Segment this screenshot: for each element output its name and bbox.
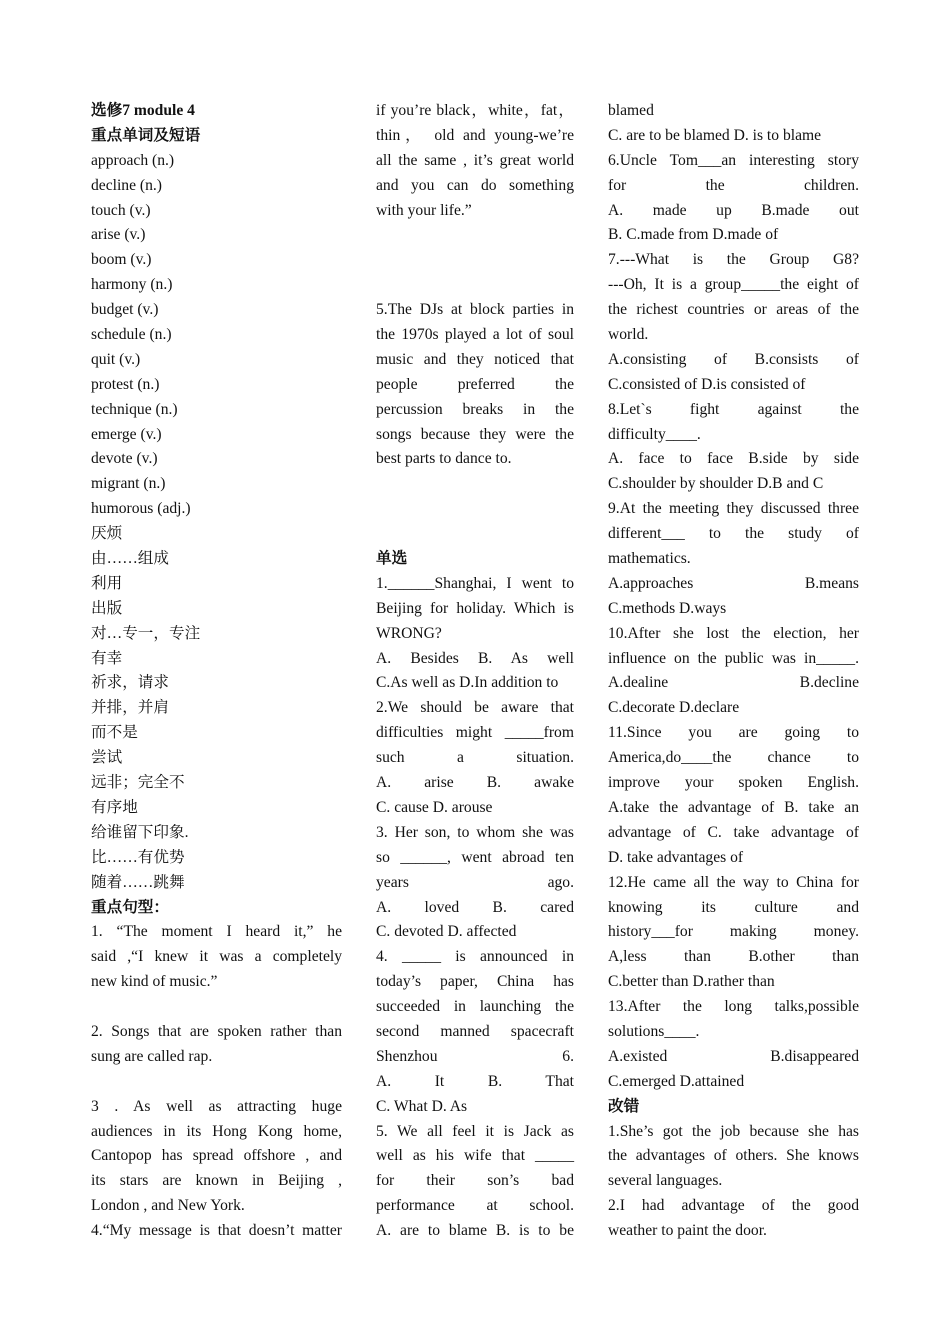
text-line: humorous (adj.) xyxy=(91,500,191,518)
text-line: 11.Since you are going to xyxy=(608,724,859,742)
text-line: 13.After the long talks,possible xyxy=(608,998,859,1016)
text-line: C.methods D.ways xyxy=(608,599,727,617)
text-line: harmony (n.) xyxy=(91,276,173,294)
text-line: quit (v.) xyxy=(91,350,141,368)
text-line: such a situation. xyxy=(376,749,574,767)
text-line: 5.The DJs at block parties in xyxy=(376,301,574,319)
text-line: Cantopop has spread offshore , and xyxy=(91,1147,342,1165)
question-5 xyxy=(376,1120,574,1244)
text-line: history___for making money. xyxy=(608,923,859,941)
text-line: 1.______Shanghai, I went to xyxy=(376,574,574,592)
text-line: C. What D. As xyxy=(376,1097,468,1115)
text-line: 祈求，请求 xyxy=(91,674,169,692)
sentence-4-continued xyxy=(376,99,574,223)
text-line: 5. We all feel it is Jack as xyxy=(376,1122,574,1140)
text-line: 随着……跳舞 xyxy=(91,873,185,891)
sentence-4 xyxy=(91,1219,342,1244)
text-line: knowing its culture and xyxy=(608,898,859,916)
sentence-2 xyxy=(91,1020,342,1070)
spacer xyxy=(376,522,574,547)
text-line: songs because they were the xyxy=(376,425,574,443)
text-line: A. It B. That xyxy=(376,1072,574,1090)
text-line: arise (v.) xyxy=(91,226,146,244)
text-line: world. xyxy=(608,326,649,344)
question-8 xyxy=(608,398,859,498)
text-line: Shenzhou 6. xyxy=(376,1047,574,1065)
text-line: schedule (n.) xyxy=(91,326,172,344)
spacer xyxy=(376,248,574,273)
question-1 xyxy=(376,572,574,696)
vocab-heading: 重点单词及短语 xyxy=(91,126,201,144)
question-3 xyxy=(376,821,574,945)
column-middle xyxy=(376,99,574,1244)
text-line: 12.He came all the way to China for xyxy=(608,873,859,891)
text-line: difficulty____. xyxy=(608,425,701,443)
question-13 xyxy=(608,995,859,1095)
text-line: today’s paper, China has xyxy=(376,973,574,991)
text-line: 由……组成 xyxy=(91,550,169,568)
text-line: 有幸 xyxy=(91,649,123,667)
text-line: 1.She’s got the job because she has xyxy=(608,1122,859,1140)
text-line: ---Oh, It is a group_____the eight of xyxy=(608,276,859,294)
text-line: 尝试 xyxy=(91,749,123,767)
text-line: years ago. xyxy=(376,873,574,891)
text-line: London , and New York. xyxy=(91,1197,245,1215)
question-9 xyxy=(608,497,859,621)
text-line: said ,“I knew it was a completely xyxy=(91,948,342,966)
text-line: second manned spacecraft xyxy=(376,1022,574,1040)
sentence-1 xyxy=(91,920,342,995)
text-line: 出版 xyxy=(91,599,123,617)
sentences-heading: 重点句型： xyxy=(91,898,169,916)
doc-title: 选修7 module 4 xyxy=(91,102,195,119)
question-10 xyxy=(608,622,859,722)
text-line: C.consisted of D.is consisted of xyxy=(608,375,806,393)
text-line: percussion breaks in the xyxy=(376,400,574,418)
text-line: succeeded in launching the xyxy=(376,998,574,1016)
text-line: sung are called rap. xyxy=(91,1047,213,1065)
text-line: A. Besides B. As well xyxy=(376,649,574,667)
sentence-3 xyxy=(91,1095,342,1219)
text-line: decline (n.) xyxy=(91,176,163,194)
text-line: A. loved B. cared xyxy=(376,898,574,916)
text-line: and you can do something xyxy=(376,176,574,194)
text-line: 给谁留下印象. xyxy=(91,823,189,841)
text-line: several languages. xyxy=(608,1172,723,1190)
column-right xyxy=(608,99,859,1244)
mc-heading: 单选 xyxy=(376,550,408,568)
error-1 xyxy=(608,1120,859,1195)
vocab-list xyxy=(91,149,342,896)
text-line: 2. Songs that are spoken rather than xyxy=(91,1022,342,1040)
text-line: the 1970s played a lot of soul xyxy=(376,326,574,344)
text-line: 有序地 xyxy=(91,798,138,816)
text-line: 10.After she lost the election, her xyxy=(608,624,859,642)
text-line: WRONG? xyxy=(376,624,442,642)
text-line: C.shoulder by shoulder D.B and C xyxy=(608,475,824,493)
spacer xyxy=(376,497,574,522)
text-line: A,less than B.other than xyxy=(608,948,859,966)
text-line: touch (v.) xyxy=(91,201,151,219)
text-line: A. face to face B.side by side xyxy=(608,450,859,468)
question-7 xyxy=(608,248,859,397)
text-line: emerge (v.) xyxy=(91,425,162,443)
spacer xyxy=(91,1070,342,1095)
text-line: 3. Her son, to whom she was xyxy=(376,823,574,841)
text-line: 2.I had advantage of the good xyxy=(608,1197,859,1215)
text-line: improve your spoken English. xyxy=(608,774,859,792)
error-correction-heading: 改错 xyxy=(608,1097,640,1115)
text-line: so ______, went abroad ten xyxy=(376,848,574,866)
text-line: A. arise B. awake xyxy=(376,774,574,792)
text-line: advantage of C. take advantage of xyxy=(608,823,859,841)
text-line: 对…专一，专注 xyxy=(91,624,201,642)
text-line: A.take the advantage of B. take an xyxy=(608,798,859,816)
text-line: the richest countries or areas of the xyxy=(608,301,859,319)
column-left xyxy=(91,99,342,1244)
text-line: new kind of music.” xyxy=(91,973,218,991)
text-line: difficulties might _____from xyxy=(376,724,574,742)
text-line: blamed xyxy=(608,102,654,119)
text-line: different___ to the study of xyxy=(608,525,859,543)
text-line: performance at school. xyxy=(376,1197,574,1215)
spacer xyxy=(376,223,574,248)
text-line: 而不是 xyxy=(91,724,138,742)
text-line: C. devoted D. affected xyxy=(376,923,517,941)
question-5-continued xyxy=(608,99,859,149)
text-line: C.decorate D.declare xyxy=(608,699,740,717)
text-line: budget (v.) xyxy=(91,301,159,319)
text-line: A. made up B.made out xyxy=(608,201,859,219)
question-12 xyxy=(608,871,859,995)
text-line: mathematics. xyxy=(608,550,691,568)
text-line: influence on the public was in_____. xyxy=(608,649,859,667)
text-line: the advantages of others. She knows xyxy=(608,1147,859,1165)
text-line: 2.We should be aware that xyxy=(376,699,574,717)
spacer xyxy=(376,472,574,497)
text-line: 3 . As well as attracting huge xyxy=(91,1097,342,1115)
text-line: A.existed B.disappeared xyxy=(608,1047,859,1065)
text-line: its stars are known in Beijing , xyxy=(91,1172,342,1190)
error-2 xyxy=(608,1194,859,1244)
sentence-5 xyxy=(376,298,574,472)
text-line: 利用 xyxy=(91,574,123,592)
text-line: C. cause D. arouse xyxy=(376,798,493,816)
text-line: thin， old and young-we’re xyxy=(376,126,574,144)
text-line: 9.At the meeting they discussed three xyxy=(608,500,859,518)
text-line: 厌烦 xyxy=(91,525,123,543)
text-line: C.emerged D.attained xyxy=(608,1072,745,1090)
text-line: 比……有优势 xyxy=(91,848,185,866)
text-line: 并排，并肩 xyxy=(91,699,169,717)
text-line: D. take advantages of xyxy=(608,848,744,866)
text-line: boom (v.) xyxy=(91,251,152,269)
text-line: solutions____. xyxy=(608,1022,700,1040)
text-line: 7.---What is the Group G8? xyxy=(608,251,859,269)
text-line: 远非；完全不 xyxy=(91,774,185,792)
text-line: A.approaches B.means xyxy=(608,574,859,592)
text-line: technique (n.) xyxy=(91,400,178,418)
text-line: approach (n.) xyxy=(91,151,175,169)
question-11 xyxy=(608,721,859,870)
text-line: best parts to dance to. xyxy=(376,450,512,468)
text-line: well as his wife that _____ xyxy=(376,1147,574,1165)
text-line: C.As well as D.In addition to xyxy=(376,674,559,692)
text-line: C. are to be blamed D. is to blame xyxy=(608,126,822,144)
text-line: 4. _____ is announced in xyxy=(376,948,574,966)
text-line: music and they noticed that xyxy=(376,350,574,368)
text-line: A.consisting of B.consists of xyxy=(608,350,859,368)
text-line: A.dealine B.decline xyxy=(608,674,859,692)
question-6 xyxy=(608,149,859,249)
text-line: weather to paint the door. xyxy=(608,1222,767,1240)
text-line: 8.Let`s fight against the xyxy=(608,400,859,418)
text-line: with your life.” xyxy=(376,201,472,219)
spacer xyxy=(376,273,574,298)
text-line: for their son’s bad xyxy=(376,1172,574,1190)
question-4 xyxy=(376,945,574,1119)
text-line: audiences in its Hong Kong home, xyxy=(91,1122,342,1140)
text-line: for the children. xyxy=(608,176,859,194)
text-line: if you’re black，white，fat， xyxy=(376,102,574,119)
text-line: 6.Uncle Tom___an interesting story xyxy=(608,151,859,169)
text-line: A. are to blame B. is to be xyxy=(376,1222,574,1240)
text-line: B. C.made from D.made of xyxy=(608,226,779,244)
text-line: people preferred the xyxy=(376,375,574,393)
text-line: Beijing for holiday. Which is xyxy=(376,599,574,617)
text-line: C.better than D.rather than xyxy=(608,973,775,991)
text-line: America,do____the chance to xyxy=(608,749,859,767)
text-line: 1. “The moment I heard it,” he xyxy=(91,923,342,941)
question-2 xyxy=(376,696,574,820)
text-line: devote (v.) xyxy=(91,450,158,468)
text-line: all the same , it’s great world xyxy=(376,151,574,169)
spacer xyxy=(91,995,342,1020)
text-line: protest (n.) xyxy=(91,375,160,393)
text-line: 4.“My message is that doesn’t matter xyxy=(91,1222,342,1240)
text-line: migrant (n.) xyxy=(91,475,166,493)
